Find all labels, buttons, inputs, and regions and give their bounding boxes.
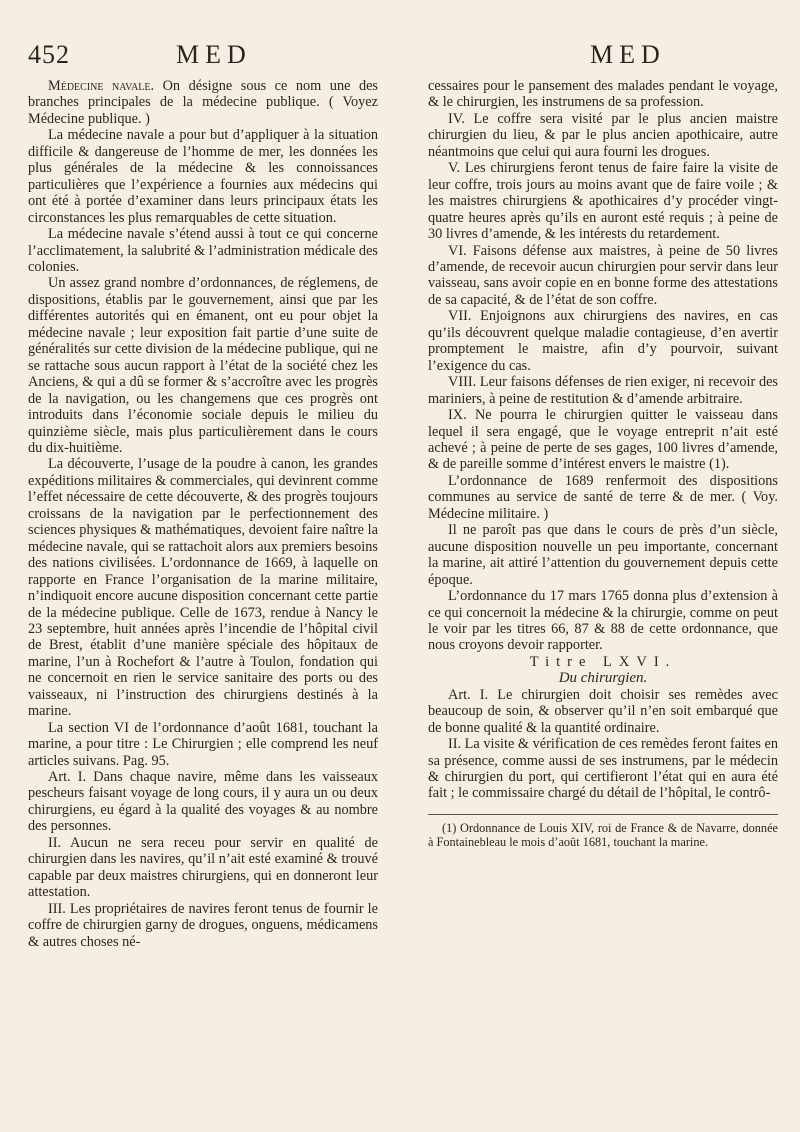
paragraph: La section VI de l’ordonnance d’août 1681, touchant la marine, a pour titre : Le Chirurgien ; elle comprend les neuf articles suivans. Pag. 95. xyxy=(28,719,378,769)
paragraph: Art. I. Dans chaque navire, même dans les vaisseaux pescheurs faisant voyage de long cours, il y aura un ou deux chirurgiens, eu égard à la qualité des voyages & au nombre des personnes. xyxy=(28,769,378,835)
paragraph: V. Les chirurgiens feront tenus de faire faire la visite de leur coffre, trois jours au moins avant que de faire voile ; & les maistres chirurgiens & apothicaires d’y procéder vingt-quatre heures après qu’ils en auront esté requis ; à peine de 30 livres d’amende, & les intérests du retardement. xyxy=(428,160,778,243)
paragraph: La découverte, l’usage de la poudre à canon, les grandes expéditions militaires & commerciales, qui devinrent comme l’effet nécessaire de cette découverte, & des progrès toujours croissans de la navigation par le perfectionnement des sciences physiques & mathématiques, devoient faire naître la médecine navale, qui se rattachoit alors aux premiers besoins des nations civilisées. L’ordonnance de 1669, à laquelle on rapporte en France l’organisation de la marine militaire, n’indiquoit encore aucune disposition concernant cette partie de la médecine publique. Celle de 1673, rendue à Nancy le 23 septembre, huit années après l’incendie de l’hôpital civil de Brest, établit d’une manière spéciale des hôpitaux de marine, l’un à Rochefort & l’autre à Toulon, fondation qui ne concernoit en rien le service sanitaire des ports ou des vaisseaux, ni l’instruction des chirurgiens destinés à la marine. xyxy=(28,456,378,720)
paragraph: Art. I. Le chirurgien doit choisir ses remèdes avec beaucoup de soin, & observer qu’il n’en soit embarqué que de bonne qualité & la quantité ordinaire. xyxy=(428,686,778,736)
paragraph: VI. Faisons défense aux maistres, à peine de 50 livres d’amende, de recevoir aucun chirurgien pour servir dans leur vaisseau, sans avoir copie en en bonne forme des attestations de sa capacité, & de l’état de son coffre. xyxy=(428,242,778,308)
paragraph: cessaires pour le pansement des malades pendant le voyage, & le chirurgien, les instrumens de sa profession. xyxy=(428,78,778,111)
footnote-divider xyxy=(428,814,778,815)
running-head-right: MED xyxy=(590,40,666,69)
paragraph: II. La visite & vérification de ces remèdes feront faites en sa présence, comme aussi de ses instrumens, par le médecin & chirurgien du port, qui certifieront l’état qui en aura été fait ; le commissaire chargé du détail de l’hôpital, le contrô- xyxy=(428,736,778,802)
paragraph: Un assez grand nombre d’ordonnances, de réglemens, de dispositions, établis par le gouvernement, ainsi que par les différentes autorités qui en émanent, ont eu pour objet la médecine navale ; leur exposition fait partie d’une suite de généralités sur cette division de la médecine publique, qui ne se rattache sous aucun rapport à l’état de la société chez les Anciens, & qui a dû se former & s’accroître avec les progrès de la navigation, ou les changemens que ces progrès ont introduits dans l’économie sociale depuis le milieu du quinzième siècle, mais plus particulièrement dans le cours du dix-huitième. xyxy=(28,275,378,456)
footnote: (1) Ordonnance de Louis XIV, roi de France & de Navarre, donnée à Fontainebleau le mois d’août 1681, touchant la marine. xyxy=(428,820,778,849)
running-head-left: MED xyxy=(176,40,252,69)
paragraph: Il ne paroît pas que dans le cours de près d’un siècle, aucune disposition nouvelle un peu importante, concernant la marine, ait attiré l’attention du gouvernement depuis cette époque. xyxy=(428,522,778,588)
paragraph: VIII. Leur faisons défenses de rien exiger, ni recevoir des mariniers, à peine de restitution & d’amende arbitraire. xyxy=(428,374,778,407)
paragraph: La médecine navale a pour but d’appliquer à la situation difficile & dangereuse de l’homme de mer, les données les plus générales de la médecine & les connoissances particulières que l’expérience a fournies aux médecins qui ont été à portée d’examiner dans leurs principaux états les circonstances les plus remarquables de cette situation. xyxy=(28,127,378,226)
page-number: 452 xyxy=(28,40,70,69)
paragraph: III. Les propriétaires de navires feront tenus de fournir le coffre de chirurgien garny de drogues, onguens, médicamens & autres choses né- xyxy=(28,900,378,950)
entry-headword: Médecine navale. xyxy=(48,78,155,94)
paragraph: II. Aucun ne sera receu pour servir en qualité de chirurgien dans les navires, qu’il n’ait esté examiné & trouvé capable par deux maistres chirurgiens, qui en donneront leur attestation. xyxy=(28,834,378,901)
section-subtitle: Du chirurgien. xyxy=(558,670,648,687)
section-title: Titre LXVI. xyxy=(529,653,677,670)
paragraph: Médecine navale. On désigne sous ce nom une des branches principales de la médecine publique. ( Voyez Médecine publique. ) xyxy=(28,78,379,127)
paragraph: L’ordonnance du 17 mars 1765 donna plus d’extension à ce qui concernoit la médecine & la chirurgie, comme on peut le voir par les titres 66, 87 & 88 de cette ordonnance, que nous croyons devoir rapporter. xyxy=(428,588,778,654)
running-header xyxy=(28,40,776,74)
paragraph: L’ordonnance de 1689 renfermoit des dispositions communes au service de santé de terre & de mer. ( Voy. Médecine militaire. ) xyxy=(428,472,778,522)
paragraph: La médecine navale s’étend aussi à tout ce qui concerne l’acclimatement, la salubrité & l’administration médicale des colonies. xyxy=(28,226,378,275)
paragraph: VII. Enjoignons aux chirurgiens des navires, en cas qu’ils découvrent quelque maladie contagieuse, d’en avertir promptement le maistre, afin d’y pourvoir, suivant l’exigence du cas. xyxy=(428,308,778,374)
paragraph: IX. Ne pourra le chirurgien quitter le vaisseau dans lequel il sera engagé, que le voyage entreprit n’ait esté achevé ; à peine de perte de ses gages, 100 livres d’amende, & de pareille somme d’intérest envers le maistre (1). xyxy=(428,407,778,473)
right-column xyxy=(428,78,778,849)
paragraph: IV. Le coffre sera visité par le plus ancien maistre chirurgien du lieu, & par le plus ancien apothicaire, autre néantmoins que celui qui aura fourni les drogues. xyxy=(428,110,778,160)
left-column xyxy=(28,78,378,950)
